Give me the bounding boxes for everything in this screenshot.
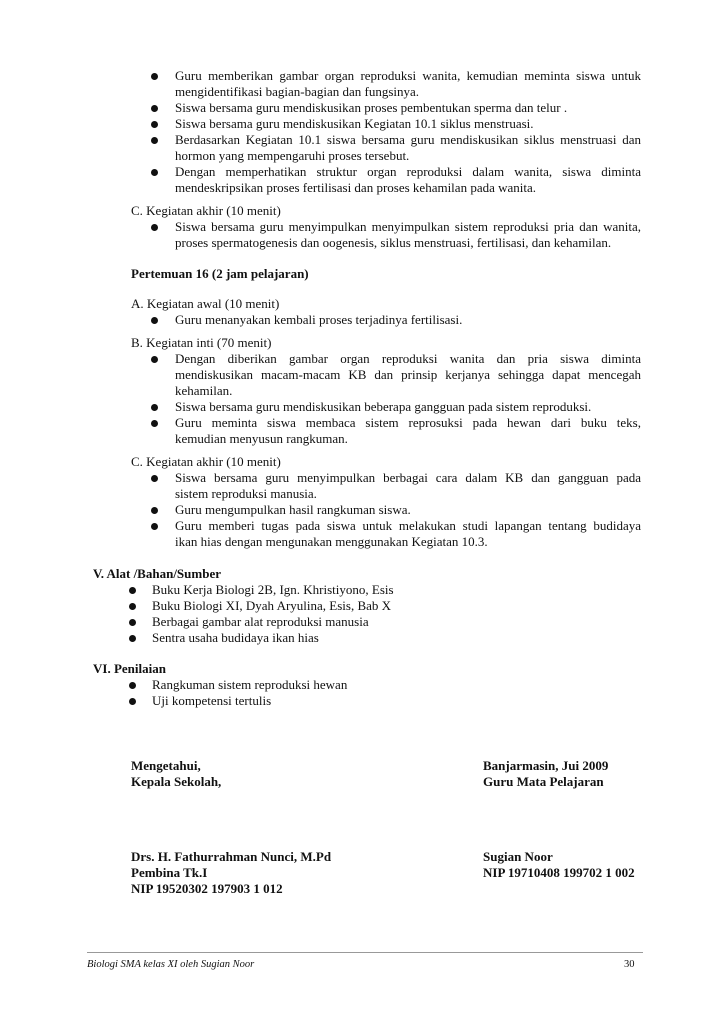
bullet-line: Guru memberikan gambar organ reproduksi wanita, kemudian meminta siswa untuk xyxy=(175,68,641,83)
list-item: Buku Kerja Biologi 2B, Ign. Khristiyono, Esis xyxy=(152,582,394,597)
bullet-line: mengidentifikasi bagian-bagian dan fungsinya. xyxy=(175,84,420,99)
bullet-line: Dengan memperhatikan struktur organ reproduksi dalam wanita, siswa diminta xyxy=(175,164,641,179)
sign-right-line1: Banjarmasin, Jui 2009 xyxy=(483,758,609,773)
sign-left-line2: Kepala Sekolah, xyxy=(131,774,222,789)
bullet-line: Guru menanyakan kembali proses terjadinya fertilisasi. xyxy=(175,312,463,327)
sign-left-line1: Mengetahui, xyxy=(131,758,201,773)
bullet-dot xyxy=(129,635,136,642)
bullet-line: proses spermatogenesis dan oogenesis, siklus menstruasi, fertilisasi, dan kehamilan. xyxy=(175,235,612,250)
bullet-dot xyxy=(129,603,136,610)
bullet-dot xyxy=(151,105,158,112)
bullet-line: kehamilan. xyxy=(175,383,233,398)
section-v-heading: V. Alat /Bahan/Sumber xyxy=(93,566,221,581)
sign-left-rank: Pembina Tk.I xyxy=(131,865,208,880)
bullet-dot xyxy=(151,317,158,324)
bullet-dot xyxy=(129,619,136,626)
section-heading: C. Kegiatan akhir (10 menit) xyxy=(131,454,281,469)
bullet-line: Berdasarkan Kegiatan 10.1 siswa bersama guru mendiskusikan siklus menstruasi dan xyxy=(175,132,641,147)
section-heading: A. Kegiatan awal (10 menit) xyxy=(131,296,280,311)
bullet-line: Dengan diberikan gambar organ reproduksi wanita dan pria siswa diminta xyxy=(175,351,641,366)
footer-text: Biologi SMA kelas XI oleh Sugian Noor xyxy=(87,959,255,970)
sign-right-line2: Guru Mata Pelajaran xyxy=(483,774,604,789)
bullet-dot xyxy=(151,224,158,231)
section-heading: B. Kegiatan inti (70 menit) xyxy=(131,335,272,350)
bullet-dot xyxy=(151,523,158,530)
sign-right-name: Sugian Noor xyxy=(483,849,553,864)
bullet-dot xyxy=(151,137,158,144)
bullet-line: sistem reproduksi manusia. xyxy=(175,486,317,501)
footer-rule xyxy=(87,952,643,953)
bullet-line: Siswa bersama guru mendiskusikan Kegiatan 10.1 siklus menstruasi. xyxy=(175,116,534,131)
bullet-dot xyxy=(151,507,158,514)
bullet-dot xyxy=(151,169,158,176)
bullet-line: Guru mengumpulkan hasil rangkuman siswa. xyxy=(175,502,411,517)
bullet-line: Siswa bersama guru menyimpulkan menyimpulkan sistem reproduksi pria dan wanita, xyxy=(175,219,641,234)
section-heading: C. Kegiatan akhir (10 menit) xyxy=(131,203,281,218)
section-vi-heading: VI. Penilaian xyxy=(93,661,166,676)
meeting-heading: Pertemuan 16 (2 jam pelajaran) xyxy=(131,266,309,281)
bullet-dot xyxy=(129,698,136,705)
list-item: Berbagai gambar alat reproduksi manusia xyxy=(152,614,369,629)
bullet-line: mendeskripsikan proses fertilisasi dan proses kehamilan pada wanita. xyxy=(175,180,537,195)
list-item: Uji kompetensi tertulis xyxy=(152,693,272,708)
bullet-line: mendiskusikan macam-macam KB dan prinsip kerjanya sehingga dapat mencegah xyxy=(175,367,641,382)
page-number: 30 xyxy=(624,959,635,970)
bullet-line: Siswa bersama guru menyimpulkan berbagai cara dalam KB dan gangguan pada xyxy=(175,470,641,485)
bullet-dot xyxy=(129,587,136,594)
list-item: Rangkuman sistem reproduksi hewan xyxy=(152,677,348,692)
sign-left-name: Drs. H. Fathurrahman Nunci, M.Pd xyxy=(131,849,332,864)
bullet-dot xyxy=(151,121,158,128)
list-item: Sentra usaha budidaya ikan hias xyxy=(152,630,319,645)
bullet-dot xyxy=(151,420,158,427)
bullet-line: Guru memberi tugas pada siswa untuk melakukan studi lapangan tentang budidaya xyxy=(175,518,641,533)
bullet-dot xyxy=(129,682,136,689)
bullet-line: kemudian menyusun rangkuman. xyxy=(175,431,348,446)
bullet-line: ikan hias dengan mengunakan menggunakan Kegiatan 10.3. xyxy=(175,534,488,549)
bullet-line: Guru meminta siswa membaca sistem reprosuksi pada hewan dari buku teks, xyxy=(175,415,641,430)
sign-right-nip: NIP 19710408 199702 1 002 xyxy=(483,865,635,880)
bullet-dot xyxy=(151,475,158,482)
sign-left-nip: NIP 19520302 197903 1 012 xyxy=(131,881,283,896)
bullet-line: Siswa bersama guru mendiskusikan proses pembentukan sperma dan telur . xyxy=(175,100,568,115)
list-item: Buku Biologi XI, Dyah Aryulina, Esis, Bab X xyxy=(152,598,392,613)
bullet-dot xyxy=(151,356,158,363)
bullet-line: hormon yang mempengaruhi proses tersebut. xyxy=(175,148,410,163)
bullet-line: Siswa bersama guru mendiskusikan beberapa gangguan pada sistem reproduksi. xyxy=(175,399,592,414)
bullet-dot xyxy=(151,404,158,411)
bullet-dot xyxy=(151,73,158,80)
